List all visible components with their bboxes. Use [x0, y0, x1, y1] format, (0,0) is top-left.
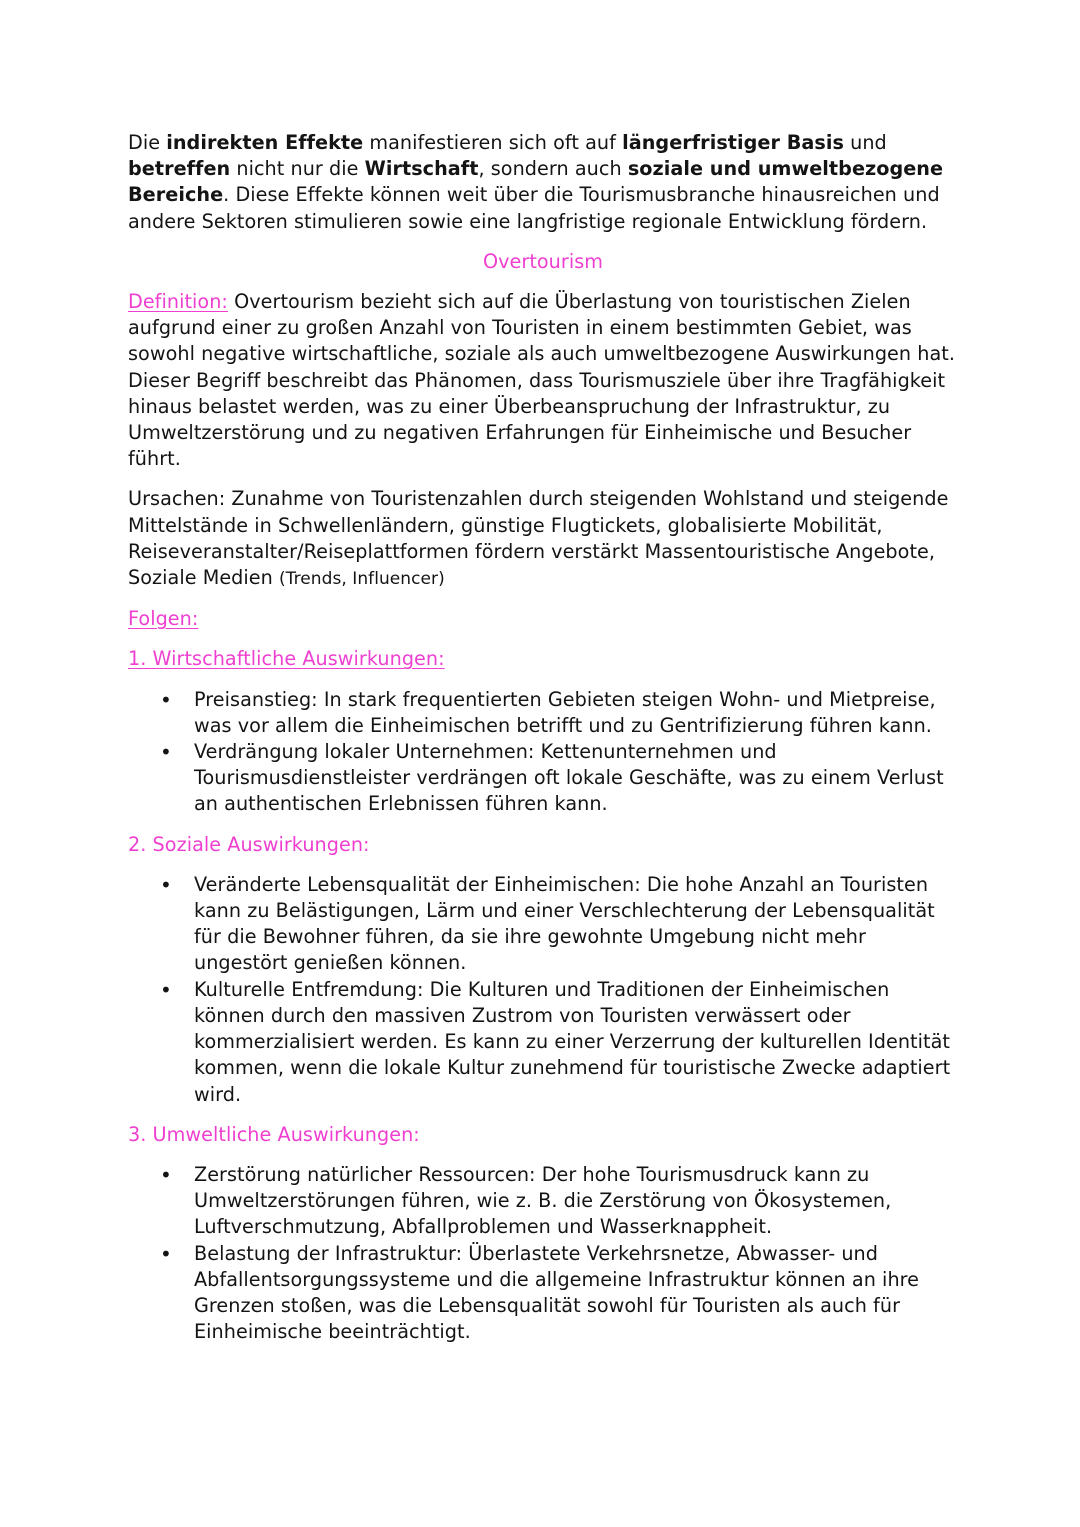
intro-text: nicht nur die — [230, 157, 365, 181]
environmental-list — [128, 1162, 958, 1345]
definition-paragraph — [128, 289, 958, 472]
section-heading-social: 2. Soziale Auswirkungen: — [128, 832, 370, 856]
intro-bold-text: betreffen — [128, 157, 231, 181]
list-item-text: Verdrängung lokaler Unternehmen: Kettenunternehmen und Tourismusdienstleister verdrängen oft lokale Geschäfte, was zu einem Verlust an authentischen Erlebnissen führen kann. — [194, 740, 944, 816]
intro-bold-text: soziale und umweltbezogene Bereiche — [128, 157, 944, 207]
definition-label: Definition: — [128, 290, 228, 314]
folgen-label: Folgen: — [128, 607, 199, 631]
bullet-icon: • — [160, 1241, 172, 1266]
intro-text: Die — [128, 131, 167, 154]
bullet-icon: • — [160, 1162, 172, 1187]
ursachen-paragraph — [128, 486, 958, 592]
intro-text: , sondern auch — [478, 157, 628, 181]
intro-text: manifestieren sich oft auf — [363, 131, 623, 154]
intro-bold-text: Wirtschaft — [364, 157, 479, 181]
list-item-text: Belastung der Infrastruktur: Überlastete Verkehrsnetze, Abwasser- und Abfallentsorgungssysteme und die allgemeine Infrastruktur können an ihre Grenzen stoßen, was die Lebensqualität sowohl für Touristen als auch für Einheimische beeinträchtigt. — [194, 1241, 920, 1344]
section-heading-economic: 1. Wirtschaftliche Auswirkungen: — [128, 647, 445, 671]
list-item-text: Preisanstieg: In stark frequentierten Gebieten steigen Wohn- und Mietpreise, was vor allem die Einheimischen betrifft und zu Gentrifizierung führen kann. — [194, 687, 936, 737]
bullet-icon: • — [160, 687, 172, 712]
list-item — [128, 687, 958, 739]
list-item — [128, 739, 958, 818]
bullet-icon: • — [160, 872, 172, 897]
definition-text: Overtourism bezieht sich auf die Überlastung von touristischen Zielen aufgrund einer zu großen Anzahl von Touristen in einem bestimmten Gebiet, was sowohl negative wirtschaftliche, soziale als auch umweltbezogene Auswirkungen hat. Dieser Begriff beschreibt das Phänomen, dass Tourismusziele über ihre Tragfähigkeit hinaus belastet werden, was zu einer Überbeanspruchung der Infrastruktur, zu Umweltzerstörung und zu negativen Erfahrungen für Einheimische und Besucher führt. — [128, 290, 956, 471]
document-page — [128, 130, 958, 1359]
section-heading-environmental: 3. Umweltliche Auswirkungen: — [128, 1122, 420, 1146]
ursachen-text: Ursachen: Zunahme von Touristenzahlen durch steigenden Wohlstand und steigende Mittelstände in Schwellenländern, günstige Flugtickets, globalisierte Mobilität, Reiseveranstalter/Reiseplattformen fördern verstärkt Massentouristische Angebote, Soziale Medien — [128, 487, 949, 590]
economic-list — [128, 687, 958, 818]
intro-bold-text: indirekten Effekte — [166, 131, 364, 154]
bullet-icon: • — [160, 977, 172, 1002]
ursachen-note: (Trends, Influencer) — [279, 569, 445, 590]
intro-bold-text: längerfristiger Basis — [622, 131, 844, 154]
social-list — [128, 872, 958, 1108]
intro-paragraph — [128, 130, 958, 235]
list-item-text: Kulturelle Entfremdung: Die Kulturen und Traditionen der Einheimischen können durch den massiven Zustrom von Touristen verwässert oder kommerzialisiert werden. Es kann zu einer Verzerrung der kulturellen Identität kommen, wenn die lokale Kultur zunehmend für touristische Zwecke adaptiert wird. — [194, 977, 951, 1106]
bullet-icon: • — [160, 740, 172, 765]
intro-text: und — [843, 131, 887, 154]
list-item — [128, 1162, 958, 1241]
list-item-text: Zerstörung natürlicher Ressourcen: Der hohe Tourismusdruck kann zu Umweltzerstörungen führen, wie z. B. die Zerstörung von Ökosystemen, Luftverschmutzung, Abfallproblemen und Wasserknappheit. — [194, 1162, 892, 1239]
intro-text: . Diese Effekte können weit über die Tourismusbranche hinausreichen und andere Sektoren stimulieren sowie eine langfristige regionale Entwicklung fördern. — [128, 183, 940, 233]
list-item — [128, 872, 958, 977]
list-item — [128, 1241, 958, 1346]
section-title: Overtourism — [482, 249, 604, 273]
list-item-text: Veränderte Lebensqualität der Einheimischen: Die hohe Anzahl an Touristen kann zu Belästigungen, Lärm und einer Verschlechterung der Lebensqualität für die Bewohner führen, da sie ihre gewohnte Umgebung nicht mehr ungestört genießen können. — [194, 872, 935, 975]
list-item — [128, 977, 958, 1108]
